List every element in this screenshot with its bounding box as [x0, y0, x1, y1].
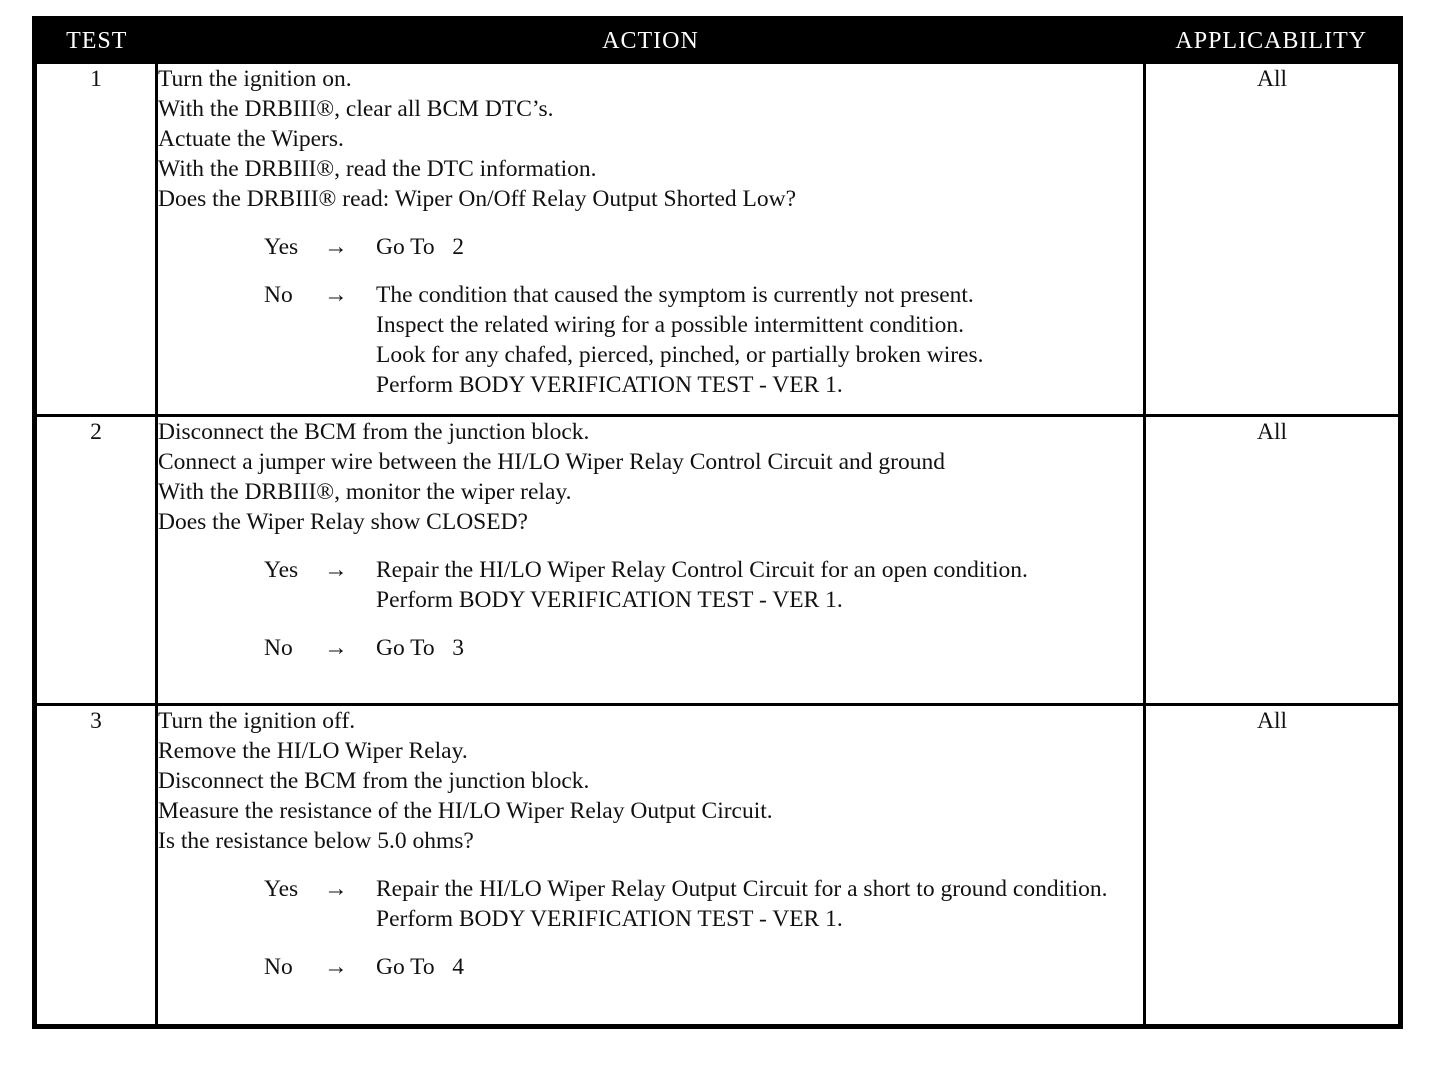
- action-cell: [157, 705, 1145, 1027]
- diagnostic-test-sheet: [32, 16, 1398, 1029]
- applicability: All: [1145, 705, 1401, 1027]
- action-step: Disconnect the BCM from the junction block.: [158, 768, 590, 794]
- action-step: Is the resistance below 5.0 ohms?: [158, 828, 474, 854]
- action-step: Remove the HI/LO Wiper Relay.: [158, 738, 468, 764]
- outcome-line: Perform BODY VERIFICATION TEST - VER 1.: [376, 906, 843, 932]
- outcome-line: Repair the HI/LO Wiper Relay Control Circuit for an open condition.: [376, 557, 1028, 583]
- outcome-text: [376, 232, 1143, 262]
- outcome-text: [376, 633, 1143, 663]
- diagnostic-table: [32, 16, 1403, 1029]
- outcome-line: The condition that caused the symptom is currently not present.: [376, 282, 974, 308]
- action-step: Turn the ignition off.: [158, 708, 356, 734]
- outcome-line: Repair the HI/LO Wiper Relay Output Circuit for a short to ground condition.: [376, 876, 1108, 902]
- outcome-text: [376, 555, 1143, 615]
- action-step: Connect a jumper wire between the HI/LO Wiper Relay Control Circuit and ground: [158, 449, 945, 475]
- outcome-no: [158, 633, 1143, 663]
- applicability: All: [1145, 416, 1401, 705]
- outcome-line: Inspect the related wiring for a possible intermittent condition.: [376, 312, 964, 338]
- action-cell: [157, 416, 1145, 705]
- header-row: [35, 19, 1401, 63]
- outcome-text: [376, 874, 1143, 934]
- action-step: With the DRBIII®, monitor the wiper relay.: [158, 479, 572, 505]
- outcome-line: Perform BODY VERIFICATION TEST - VER 1.: [376, 587, 843, 613]
- outcomes: [158, 874, 1143, 982]
- action-step: Measure the resistance of the HI/LO Wiper Relay Output Circuit.: [158, 798, 773, 824]
- action-step: Disconnect the BCM from the junction block.: [158, 419, 590, 445]
- header-test: TEST: [35, 19, 157, 63]
- outcome-no: [158, 280, 1143, 400]
- test-number: 1: [35, 63, 157, 416]
- action-step: Does the Wiper Relay show CLOSED?: [158, 509, 528, 535]
- outcome-text: [376, 952, 1143, 982]
- outcome-text: [376, 280, 1143, 400]
- outcome-label: No: [264, 635, 293, 661]
- header-applicability: APPLICABILITY: [1145, 19, 1401, 63]
- outcome-label: Yes: [264, 234, 299, 260]
- outcomes: [158, 232, 1143, 400]
- action-step: Actuate the Wipers.: [158, 126, 344, 152]
- test-number: 3: [35, 705, 157, 1027]
- outcome-label: Yes: [264, 557, 299, 583]
- header-action: ACTION: [157, 19, 1145, 63]
- outcome-line: Go To 4: [376, 954, 465, 980]
- right-arrow-icon: →: [324, 282, 348, 308]
- outcome-line: Perform BODY VERIFICATION TEST - VER 1.: [376, 372, 843, 398]
- action-step: Does the DRBIII® read: Wiper On/Off Relay Output Shorted Low?: [158, 186, 796, 212]
- action-step: With the DRBIII®, read the DTC information.: [158, 156, 597, 182]
- right-arrow-icon: →: [324, 876, 348, 902]
- test-number: 2: [35, 416, 157, 705]
- test-row-2: [35, 416, 1401, 705]
- action-step: Turn the ignition on.: [158, 66, 352, 92]
- right-arrow-icon: →: [324, 557, 348, 583]
- test-row-3: [35, 705, 1401, 1027]
- outcome-yes: [158, 232, 1143, 262]
- outcome-line: Go To 3: [376, 635, 465, 661]
- action-step: With the DRBIII®, clear all BCM DTC’s.: [158, 96, 554, 122]
- outcome-label: Yes: [264, 876, 299, 902]
- outcome-yes: [158, 874, 1143, 934]
- action-cell: [157, 63, 1145, 416]
- applicability: All: [1145, 63, 1401, 416]
- test-row-1: [35, 63, 1401, 416]
- right-arrow-icon: →: [324, 635, 348, 661]
- outcome-label: No: [264, 954, 293, 980]
- outcome-yes: [158, 555, 1143, 615]
- right-arrow-icon: →: [324, 954, 348, 980]
- outcome-line: Look for any chafed, pierced, pinched, or partially broken wires.: [376, 342, 984, 368]
- outcomes: [158, 555, 1143, 663]
- outcome-line: Go To 2: [376, 234, 465, 260]
- outcome-label: No: [264, 282, 293, 308]
- outcome-no: [158, 952, 1143, 982]
- right-arrow-icon: →: [324, 234, 348, 260]
